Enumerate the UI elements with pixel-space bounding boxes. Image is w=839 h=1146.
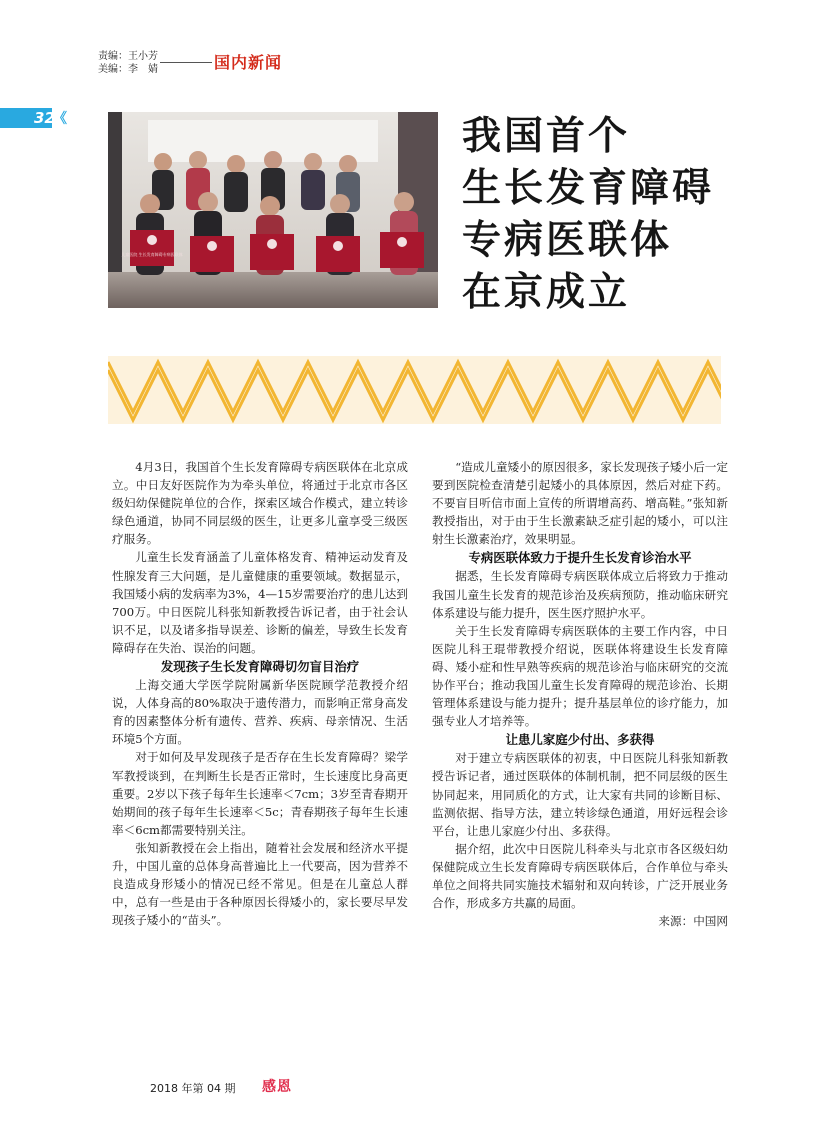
paragraph: 据介绍，此次中日医院儿科牵头与北京市各区级妇幼保健院成立生长发育障碍专病医联体后，合作单位与牵头单位之间将共同实施技术辐射和双向转诊，广泛开展业务合作，形成多方共赢的局面。 [432,841,728,911]
header-rule [160,62,212,63]
subheading: 发现孩子生长发育障碍切勿盲目治疗 [160,659,360,675]
subheading: 专病医联体致力于提升生长发育诊治水平 [468,550,692,566]
plaque-text: 儿童医院 生长发育障碍专病医联体 [121,252,183,257]
title-line-1: 我国首个 [462,113,631,159]
paragraph: 4月3日，我国首个生长发育障碍专病医联体在北京成立。中日友好医院作为为牵头单位，将通过于北京市各区级妇幼保健院单位的合作，探索区域合作模式，建立转诊绿色通道，协同不同层级的医生，让更多儿童享受三级医疗服务。 [112,460,408,547]
subheading: 让患儿家庭少付出、多获得 [505,732,655,748]
paragraph: 上海交通大学医学院附属新华医院顾学范教授介绍说，人体身高的80%取决于遗传潜力，而影响正常身高发育的因素整体分析有遗传、营养、疾病、母亲情况、生活环境5个方面。 [112,678,408,747]
paragraph: 据悉，生长发育障碍专病医联体成立后将致力于推动我国儿童生长发育的规范诊治及疾病预防，推动临床研究体系建设与能力提升，医生医疗照护水平。 [432,569,728,620]
editor-line: 责编：王小芳 [98,51,158,62]
paragraph: 儿童生长发育涵盖了儿童体格发育、精神运动发育及性腺发育三大问题，是儿童健康的重要领域。数据显示，我国矮小病的发病率为3%，4—15岁需要治疗的患儿达到700万。中日医院儿科张知新教授告诉记者，由于社会认识不足，以及诸多指导误差、诊断的偏差，导致生长发育障碍存在失治、误治的问题。 [112,550,408,655]
event-photo [108,112,438,308]
event-photo-illustration [108,112,438,308]
magazine-logo: 感恩 [262,1079,292,1095]
article-column-left [112,458,408,929]
paragraph: 对于建立专病医联体的初衷，中日医院儿科张知新教授告诉记者，通过医联体的体制机制，把不同层级的医生协同起来，用同质化的方式，让大家有共同的诊断目标、监测依据、指导方法，建立转诊绿色通道，用好远程会诊平台，让患儿家庭少付出、多获得。 [432,751,728,838]
issue-label: 2018 年第 04 期 [150,1082,236,1095]
article-column-right [432,458,728,930]
title-line-2: 生长发育障碍 [462,165,715,211]
zigzag-banner [108,356,721,424]
section-title: 国内新闻 [214,53,283,72]
editor-credits [98,50,158,76]
page-chevron-icon: 《 [53,111,67,127]
paragraph: 关于生长发育障碍专病医联体的主要工作内容，中日医院儿科王琨带教授介绍说，医联体将建设生长发育障碍、矮小症和性早熟等疾病的规范诊治与临床研究的交流协作平台；推动我国儿童生长发育障碍的规范诊治、长期管理体系建设与能力提升；提升基层单位的诊疗能力，加强专业人才培养等。 [432,623,728,729]
page-number: 32 [34,109,55,127]
title-line-3: 专病医联体 [462,217,673,263]
paragraph: “造成儿童矮小的原因很多，家长发现孩子矮小后一定要到医院检查清楚引起矮小的具体原因，然后对症下药。不要盲目听信市面上宣传的所谓增高药、增高鞋。”张知新教授指出，对于由于生长激素缺乏症引起的矮小，可以注射生长激素治疗，效果明显。 [432,460,728,547]
paragraph: 对于如何及早发现孩子是否存在生长发育障碍？梁学军教授谈到，在判断生长是否正常时，生长速度比身高更重要。2岁以下孩子每年生长速率＜7cm；3岁至青春期开始期间的孩子每年生长速率＜5c；青春期孩子每年生长速率＜6cm都需要特别关注。 [112,750,408,837]
source-credit: 来源：中国网 [658,914,728,929]
paragraph: 张知新教授在会上指出，随着社会发展和经济水平提升，中国儿童的总体身高普遍比上一代要高，因为营养不良造成身形矮小的情况已经不常见。但是在儿童总人群中，总有一些是由于各种原因长得矮小的，家长要尽早发现孩子矮小的“苗头”。 [112,840,408,928]
source-line [432,912,728,930]
article-title [462,110,762,318]
designer-line: 美编：李 婧 [98,64,158,75]
title-line-4: 在京成立 [462,269,631,315]
